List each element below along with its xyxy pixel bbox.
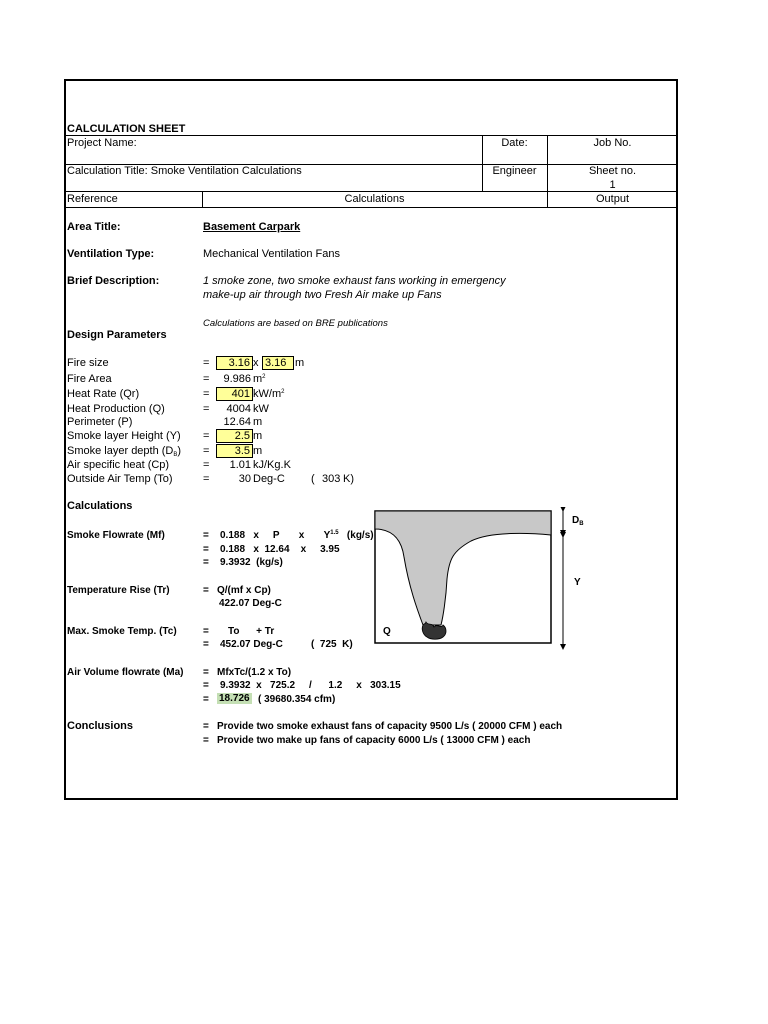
equals-sign: = xyxy=(203,373,210,385)
equals-sign: = xyxy=(203,357,210,369)
perimeter-label: Perimeter (P) xyxy=(67,416,133,428)
outside-temp-kelvin-open: ( xyxy=(311,473,315,485)
equals-sign: = xyxy=(203,626,209,637)
equals-sign: = xyxy=(203,585,209,596)
db-label-text: D xyxy=(572,515,580,526)
air-volume-substitution: 9.3932 x 725.2 / 1.2 x 303.15 xyxy=(220,680,401,691)
smoke-depth-label xyxy=(67,445,181,458)
project-name-label: Project Name: xyxy=(67,137,137,149)
heat-rate-label: Heat Rate (Qr) xyxy=(67,388,140,400)
reference-column-header: Reference xyxy=(67,193,118,205)
equals-sign: = xyxy=(203,544,209,555)
equals-sign: = xyxy=(203,557,209,568)
outside-temp-kelvin-unit: K) xyxy=(343,473,354,485)
smoke-height-unit: m xyxy=(253,430,263,442)
date-label: Date: xyxy=(501,137,528,149)
outside-temp-kelvin: 303 xyxy=(322,473,341,485)
heat-rate-unit: $kW/m^2$ xyxy=(253,388,285,400)
heat-production-unit: kW xyxy=(253,403,269,415)
equals-sign: = xyxy=(203,388,210,400)
header-divider xyxy=(66,207,678,208)
smoke-depth-subscript: B xyxy=(173,452,178,458)
temperature-rise-label: Temperature Rise (Tr) xyxy=(67,585,170,596)
fire-size-width-input[interactable]: 3.16 xyxy=(216,356,253,370)
air-volume-result: 18.726 xyxy=(219,693,250,704)
calculation-sheet xyxy=(64,79,678,800)
heat-production-label: Heat Production (Q) xyxy=(67,403,165,415)
engineer-label: Engineer xyxy=(492,165,537,177)
temperature-rise-formula: Q/(mf x Cp) xyxy=(217,585,271,596)
exponent: 1.5 xyxy=(330,530,339,536)
db-label xyxy=(572,515,584,527)
fire-size-unit: m xyxy=(295,357,305,369)
equals-sign: = xyxy=(203,445,210,457)
smoke-depth-unit: m xyxy=(253,445,263,457)
heat-production-value: 4004 xyxy=(226,403,251,415)
equals-sign: = xyxy=(203,639,209,650)
multiply-sign: x xyxy=(253,357,259,369)
heat-rate-input[interactable]: 401 xyxy=(216,387,253,401)
perimeter-unit: m xyxy=(253,416,263,428)
equals-sign: = xyxy=(203,680,209,691)
smoke-plume-diagram xyxy=(371,507,591,653)
air-specific-heat-label: Air specific heat (Cp) xyxy=(67,459,170,471)
area-title-label: Area Title: xyxy=(67,221,121,233)
fire-area-unit: $m^2$ xyxy=(253,373,266,385)
smoke-depth-label-close: ) xyxy=(177,445,182,457)
heat-rate-unit-text: kW/m xyxy=(253,388,282,400)
max-smoke-temp-result: 452.07 Deg-C xyxy=(220,639,283,650)
db-label-sub: B xyxy=(579,521,584,527)
calculations-heading: Calculations xyxy=(67,500,133,512)
max-smoke-temp-formula: To + Tr xyxy=(228,626,275,637)
brief-description-label: Brief Description: xyxy=(67,275,160,287)
design-parameters-heading: Design Parameters xyxy=(67,329,167,341)
bre-note: Calculations are based on BRE publications xyxy=(203,318,388,329)
smoke-height-label: Smoke layer Height (Y) xyxy=(67,430,181,442)
header-divider xyxy=(66,135,678,136)
fire-size-length-input[interactable]: 3.16 xyxy=(262,356,294,370)
header-divider xyxy=(66,191,678,192)
smoke-flowrate-label: Smoke Flowrate (Mf) xyxy=(67,530,165,541)
equals-sign: = xyxy=(203,473,210,485)
sheet-title: CALCULATION SHEET xyxy=(67,123,186,135)
perimeter-value: 12.64 xyxy=(223,416,251,428)
smoke-flowrate-substitution: 0.188 x 12.64 x 3.95 xyxy=(220,544,340,555)
air-volume-flowrate-label: Air Volume flowrate (Ma) xyxy=(67,667,184,678)
ventilation-type-value: Mechanical Ventilation Fans xyxy=(203,248,340,260)
equals-sign: = xyxy=(203,735,209,746)
conclusion-line: Provide two make up fans of capacity 6000 L/s ( 13000 CFM ) each xyxy=(217,735,531,746)
equals-sign: = xyxy=(203,530,209,541)
outside-temp-value: 30 xyxy=(238,473,251,485)
sheet-no-label: Sheet no. xyxy=(588,165,637,177)
smoke-flowrate-formula-text: 0.188 x P x Y xyxy=(220,530,331,541)
calc-title-label: Calculation Title: Smoke Ventilation Calculations xyxy=(67,165,302,177)
area-title-value: Basement Carpark xyxy=(203,221,301,233)
equals-sign: = xyxy=(203,403,210,415)
job-no-label: Job No. xyxy=(593,137,632,149)
fire-area-value: 9.986 xyxy=(223,373,251,385)
brief-description-line: 1 smoke zone, two smoke exhaust fans working in emergency xyxy=(203,275,506,287)
ventilation-type-label: Ventilation Type: xyxy=(67,248,155,260)
q-label: Q xyxy=(383,626,391,637)
fire-area-label: Fire Area xyxy=(67,373,112,385)
smoke-height-input[interactable]: 2.5 xyxy=(216,429,253,443)
smoke-flowrate-result: 9.3932 (kg/s) xyxy=(220,557,283,568)
conclusions-heading: Conclusions xyxy=(67,720,134,732)
air-volume-formula: MfxTc/(1.2 x To) xyxy=(217,667,292,678)
air-specific-heat-value: 1.01 xyxy=(229,459,251,471)
calculations-column-header: Calculations xyxy=(344,193,405,205)
outside-temp-unit: Deg-C xyxy=(253,473,285,485)
fire-area-unit-text: m xyxy=(253,373,263,385)
temperature-rise-result: 422.07 Deg-C xyxy=(219,598,282,609)
equals-sign: = xyxy=(203,667,209,678)
smoke-depth-label-text: Smoke layer depth (D xyxy=(67,445,174,457)
equals-sign: = xyxy=(203,430,210,442)
brief-description-line: make-up air through two Fresh Air make up Fans xyxy=(203,289,442,301)
smoke-depth-input[interactable]: 3.5 xyxy=(216,444,253,458)
equals-sign: = xyxy=(203,694,209,705)
fire-size-label: Fire size xyxy=(67,357,109,369)
smoke-flowrate-formula xyxy=(220,530,374,541)
air-specific-heat-unit: kJ/Kg.K xyxy=(253,459,291,471)
equals-sign: = xyxy=(203,721,209,732)
smoke-flowrate-unit: (kg/s) xyxy=(338,530,374,541)
output-column-header: Output xyxy=(595,193,630,205)
max-smoke-temp-kelvin: ( 725 K) xyxy=(311,639,353,650)
max-smoke-temp-label: Max. Smoke Temp. (Tc) xyxy=(67,626,177,637)
air-volume-result-cfm: ( 39680.354 cfm) xyxy=(258,694,336,705)
sheet-no-value: 1 xyxy=(609,179,616,191)
y-label: Y xyxy=(574,577,581,588)
equals-sign: = xyxy=(203,459,210,471)
conclusion-line: Provide two smoke exhaust fans of capacity 9500 L/s ( 20000 CFM ) each xyxy=(217,721,563,732)
outside-temp-label: Outside Air Temp (To) xyxy=(67,473,173,485)
